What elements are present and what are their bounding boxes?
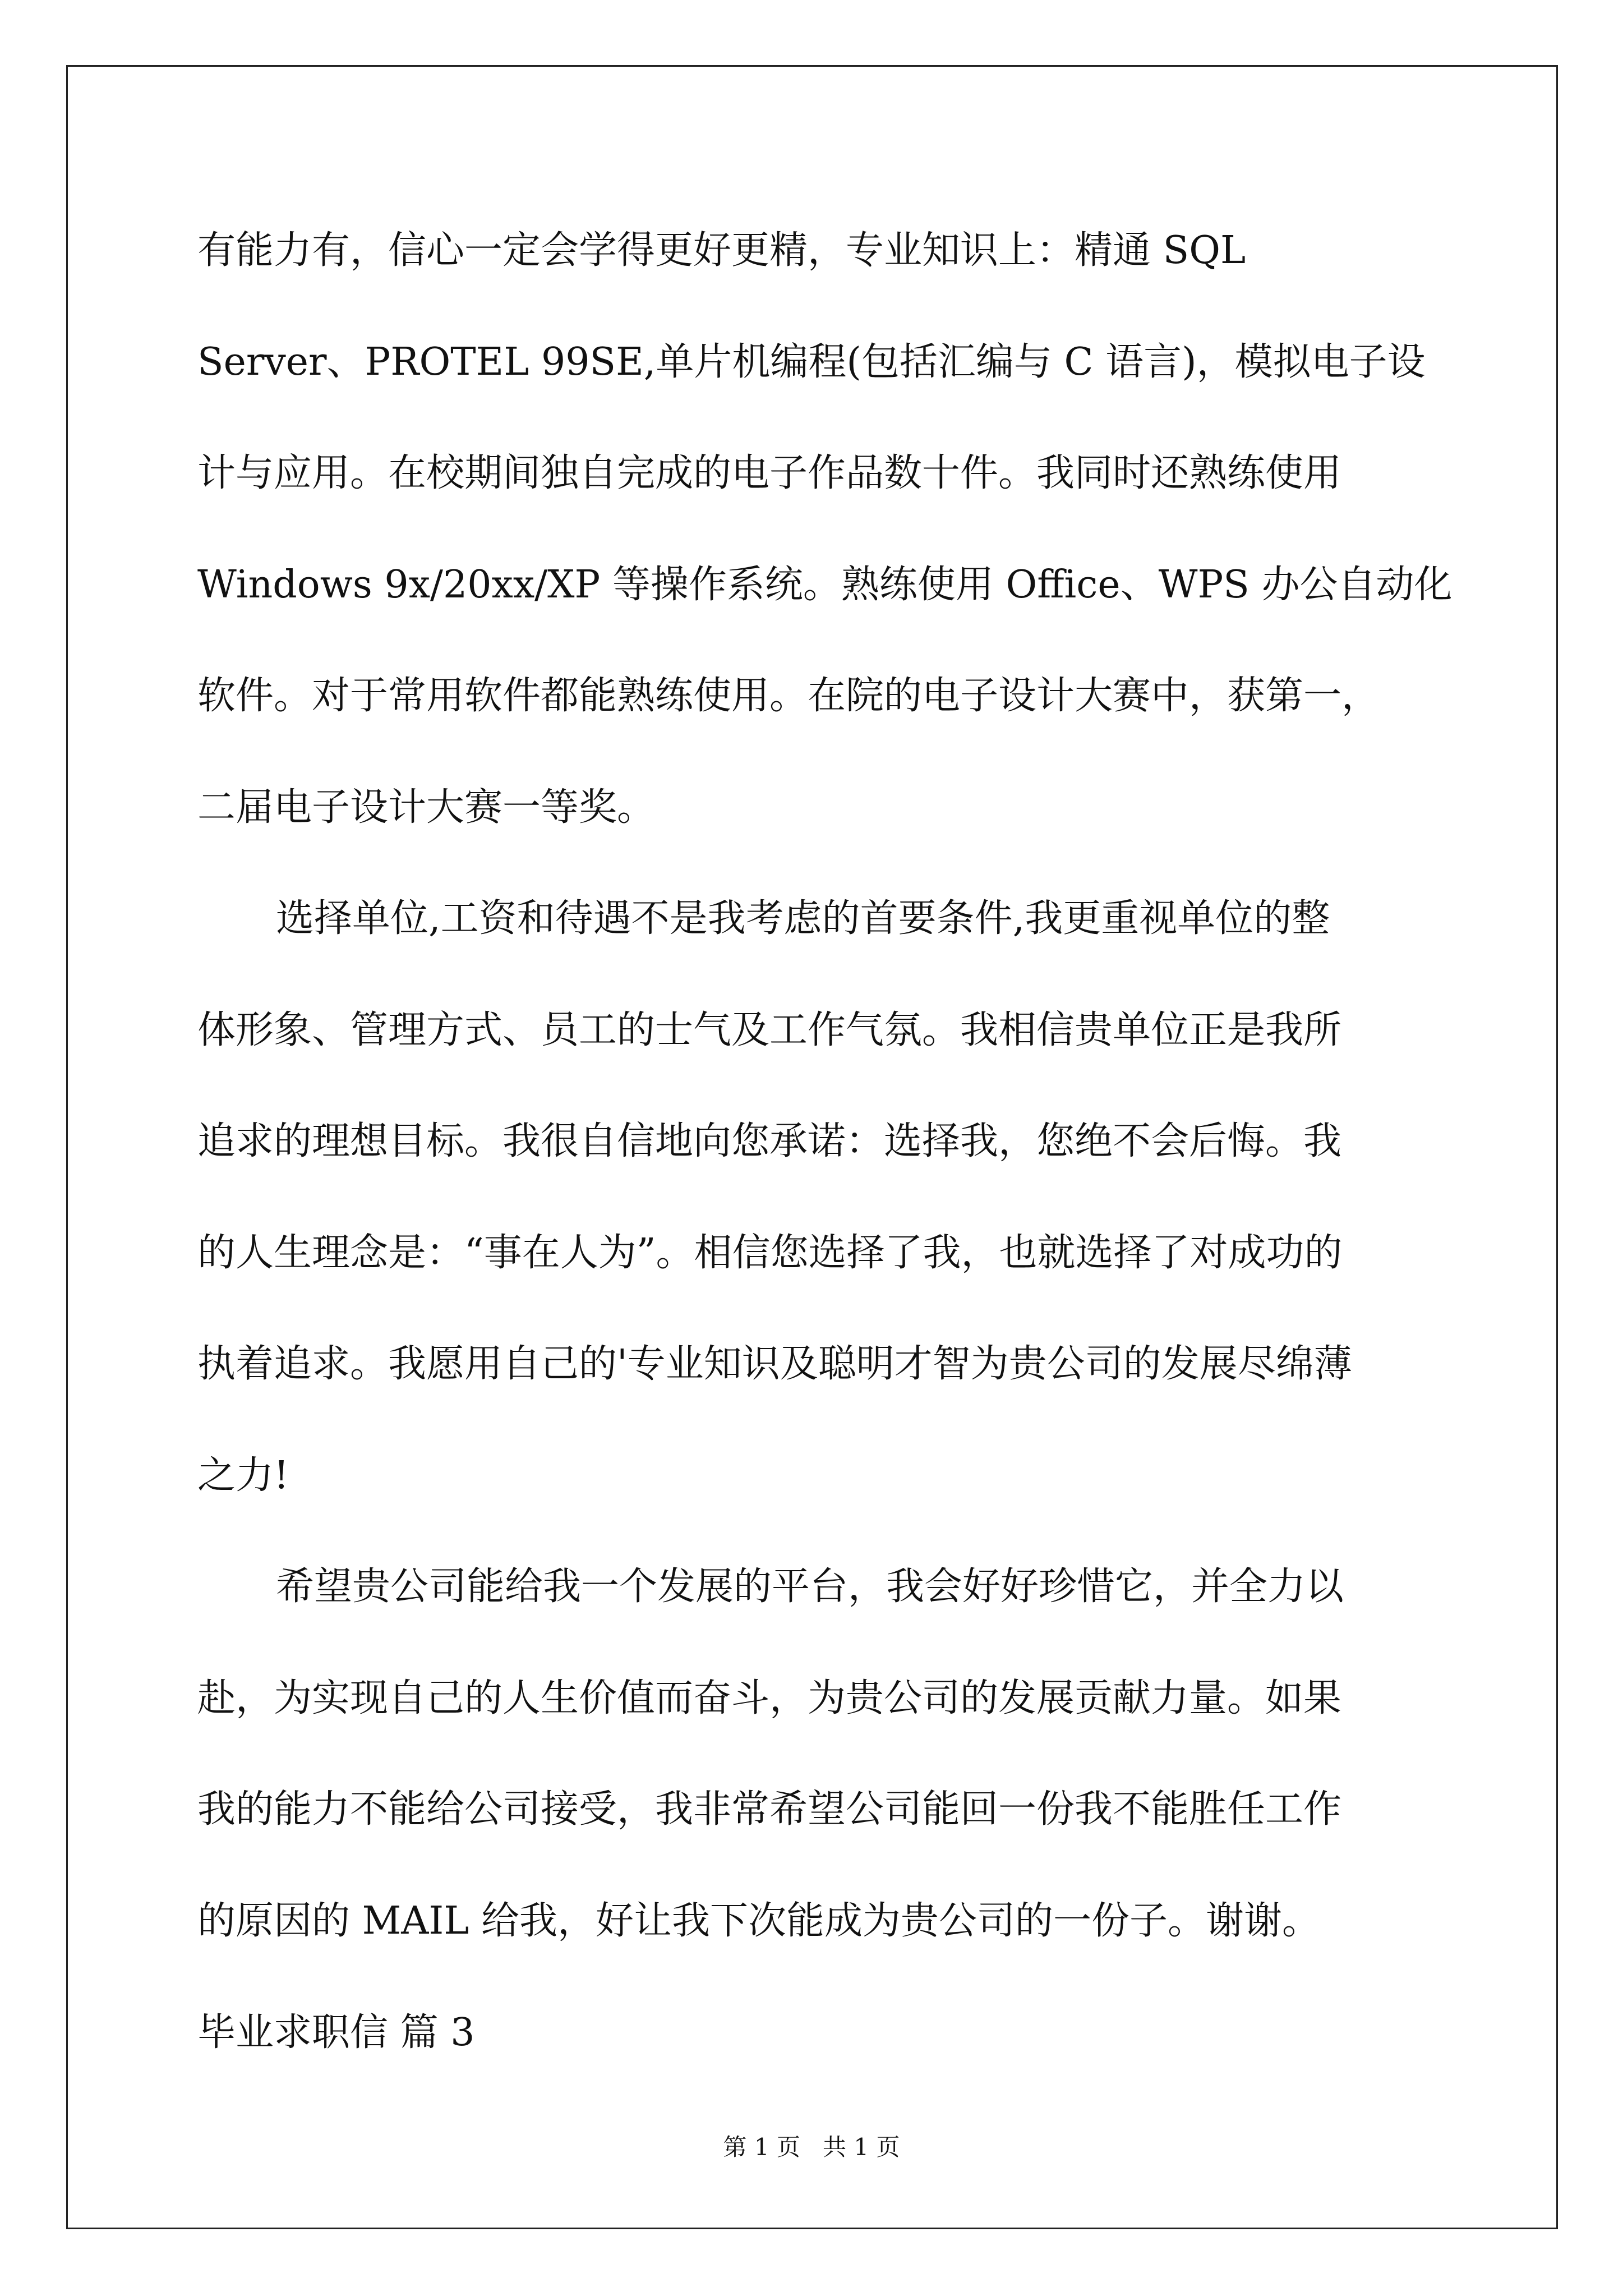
- paragraph-line: 二届电子设计大赛一等奖。: [197, 785, 656, 830]
- paragraph-line: 我的能力不能给公司接受，我非常希望公司能回一份我不能胜任工作: [197, 1787, 1342, 1832]
- paragraph-line: 希望贵公司能给我一个发展的平台，我会好好珍惜它，并全力以: [276, 1565, 1344, 1609]
- paragraph-line: 赴，为实现自己的人生价值而奋斗，为贵公司的发展贡献力量。如果: [197, 1676, 1342, 1720]
- page-footer: 第 1 页 共 1 页: [723, 2133, 900, 2161]
- paragraph-line: Windows 9x/20xx/XP 等操作系统。熟练使用 Office、WPS 办公自动化: [197, 563, 1453, 607]
- paragraph-line: 选择单位,工资和待遇不是我考虑的首要条件,我更重视单位的整: [276, 896, 1330, 941]
- paragraph-line: 体形象、管理方式、员工的士气及工作气氛。我相信贵单位正是我所: [197, 1008, 1342, 1052]
- paragraph-line: 之力!: [197, 1453, 289, 1498]
- paragraph-line: 追求的理想目标。我很自信地向您承诺：选择我，您绝不会后悔。我: [197, 1119, 1342, 1163]
- paragraph-line: 执着追求。我愿用自己的'专业知识及聪明才智为贵公司的发展尽绵薄: [197, 1342, 1352, 1386]
- paragraph-line: 的原因的 MAIL 给我，好让我下次能成为贵公司的一份子。谢谢。: [197, 1899, 1320, 1943]
- paragraph-line: 计与应用。在校期间独自完成的电子作品数十件。我同时还熟练使用: [197, 451, 1342, 495]
- paragraph-line: 有能力有，信心一定会学得更好更精，专业知识上：精通 SQL: [197, 228, 1246, 273]
- paragraph-line: 软件。对于常用软件都能熟练使用。在院的电子设计大赛中，获第一，: [197, 674, 1380, 718]
- paragraph-line: 的人生理念是：“事在人为”。相信您选择了我，也就选择了对成功的: [197, 1231, 1343, 1275]
- paragraph-line: Server、PROTEL 99SE,单片机编程(包括汇编与 C 语言)，模拟电子设: [197, 340, 1426, 384]
- section-heading: 毕业求职信 篇 3: [197, 2010, 475, 2055]
